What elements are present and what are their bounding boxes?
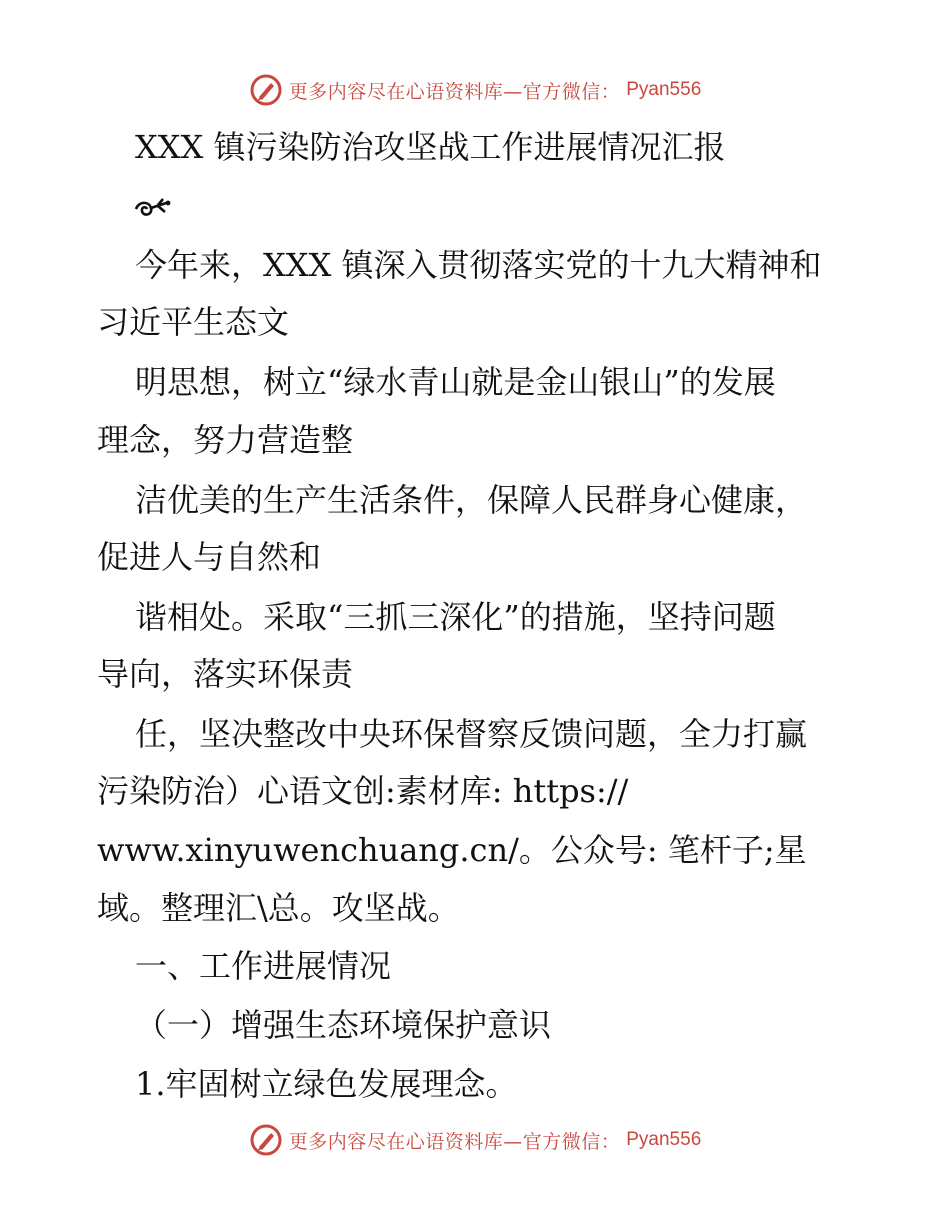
pen-logo-icon: [249, 73, 283, 107]
body-line: 明思想，树立“绿水青山就是金山银山”的发展: [135, 363, 776, 401]
banner-wechat-handle: Pyan556: [626, 1129, 702, 1150]
body-line: 域。整理汇\总。攻坚战。: [97, 889, 460, 927]
body-line: 习近平生态文: [97, 303, 290, 341]
banner-text: 更多内容尽在心语资料库—官方微信：: [288, 1130, 621, 1153]
document-title: XXX 镇污染防治攻坚战工作进展情况汇报: [135, 128, 726, 166]
body-line: 导向，落实环保责: [97, 655, 354, 693]
body-line: 谐相处。采取“三抓三深化”的措施，坚持问题: [135, 598, 776, 636]
body-line: 促进人与自然和: [97, 538, 322, 576]
body-line: 今年来，XXX 镇深入贯彻落实党的十九大精神和: [135, 246, 822, 284]
body-line: 理念，努力营造整: [97, 421, 354, 459]
banner-wechat-handle: Pyan556: [626, 79, 702, 100]
header-banner: [0, 70, 950, 110]
fleuron-ornament-icon: [133, 195, 173, 221]
footer-banner: [0, 1120, 950, 1160]
body-line: 任，坚决整改中央环保督察反馈问题，全力打赢: [135, 715, 808, 753]
body-line: 洁优美的生产生活条件，保障人民群身心健康，: [135, 481, 808, 519]
banner-text: 更多内容尽在心语资料库—官方微信：: [288, 80, 621, 103]
section-heading: 一、工作进展情况: [135, 947, 392, 985]
subsection-heading: （一）增强生态环境保护意识: [135, 1006, 552, 1044]
body-line: www.xinyuwenchuang.cn/。公众号: 笔杆子;星: [97, 831, 807, 869]
body-line: 污染防治）心语文创:素材库: https://: [97, 772, 629, 810]
pen-logo-icon: [249, 1123, 283, 1157]
item-heading: 1.牢固树立绿色发展理念。: [135, 1065, 518, 1103]
